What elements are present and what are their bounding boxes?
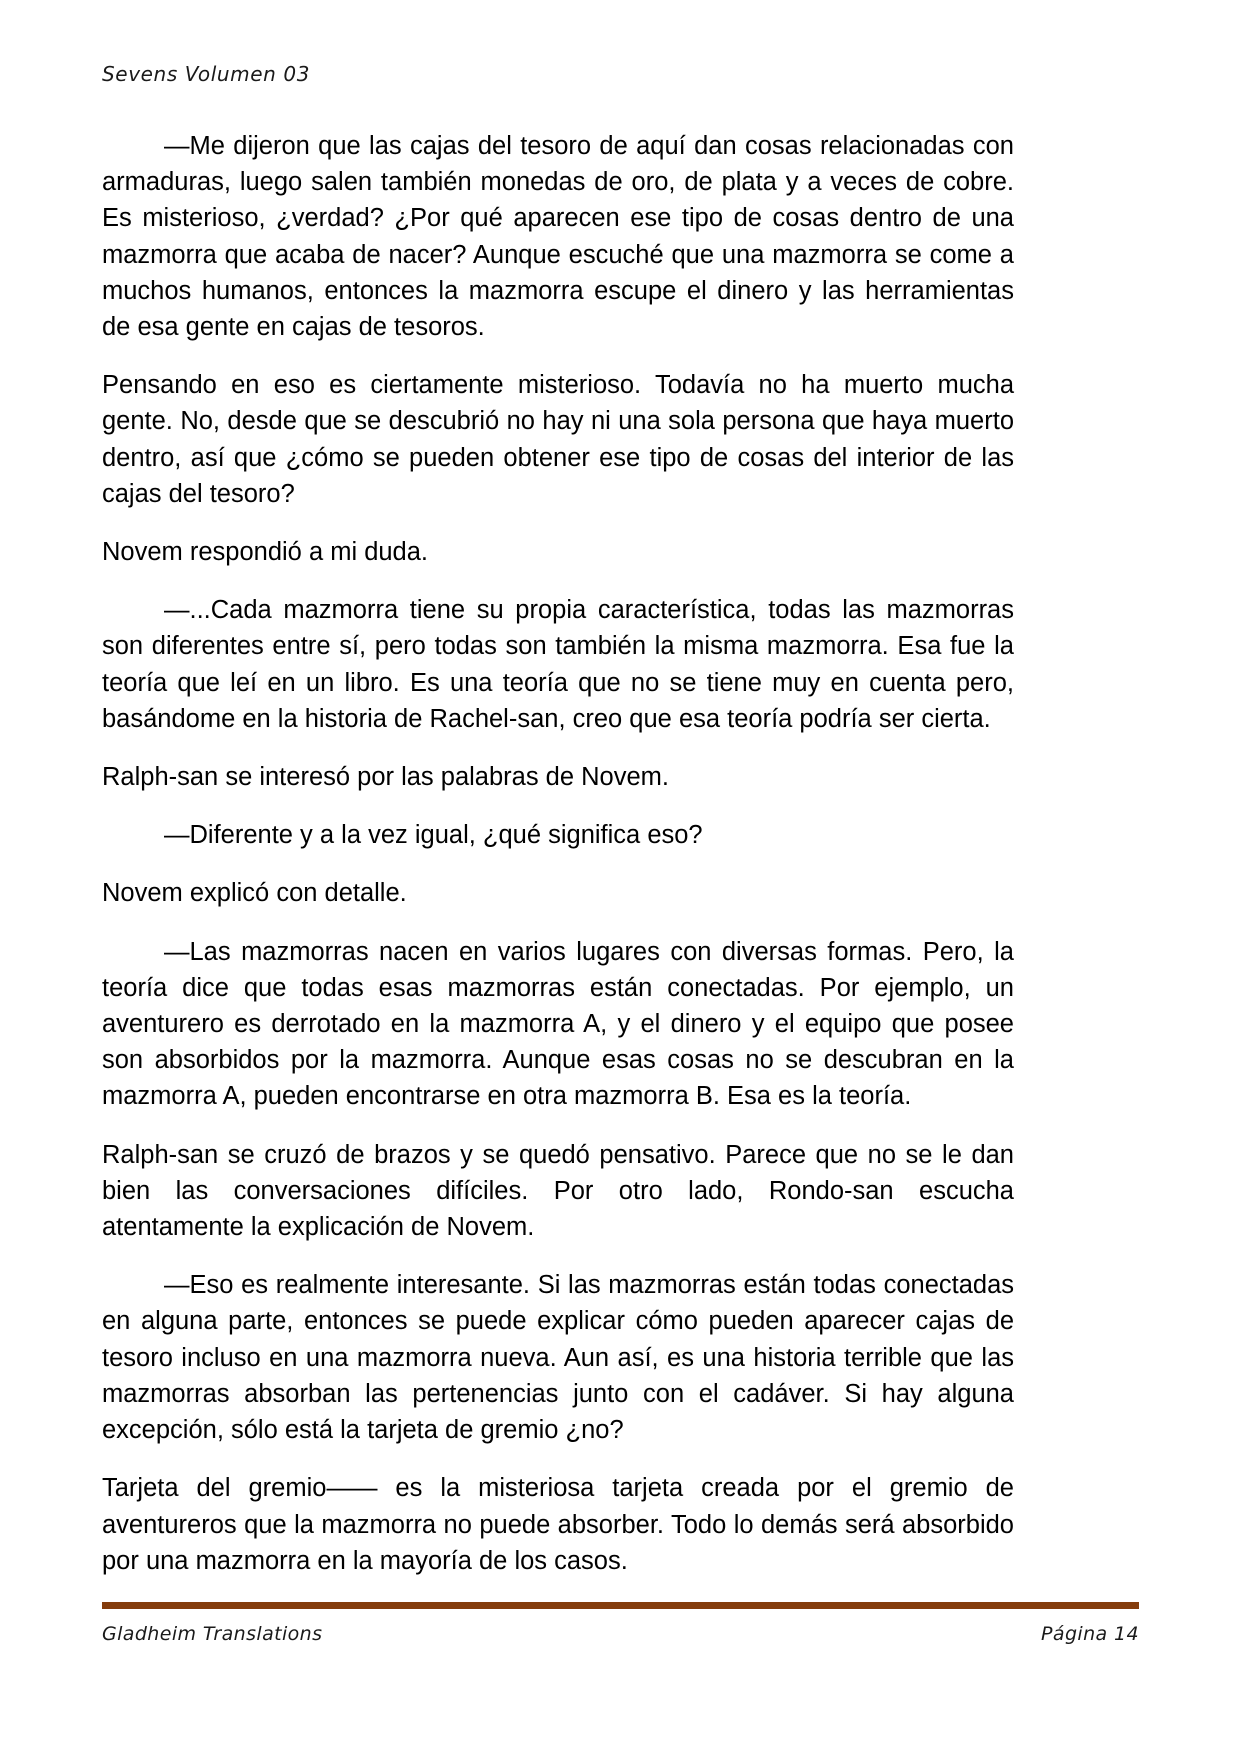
- footer-credit: Gladheim Translations: [102, 1623, 323, 1645]
- page-number: Página 14: [1041, 1623, 1139, 1645]
- body-text: [102, 128, 1014, 1579]
- page-footer: [102, 1602, 1139, 1645]
- page-header: [102, 62, 1139, 96]
- paragraph: Ralph-san se cruzó de brazos y se quedó pensativo. Parece que no se le dan bien las conversaciones difíciles. Por otro lado, Rondo-san escucha atentamente la explicación de Novem.: [102, 1140, 1014, 1242]
- header-title: Sevens Volumen 03: [102, 62, 311, 86]
- paragraph: Novem respondió a mi duda.: [102, 538, 429, 567]
- paragraph: Ralph-san se interesó por las palabras de Novem.: [102, 763, 669, 792]
- footer-divider: [102, 1602, 1139, 1609]
- paragraph: Novem explicó con detalle.: [102, 879, 407, 908]
- paragraph: —...Cada mazmorra tiene su propia característica, todas las mazmorras son diferentes entre sí, pero todas son también la misma mazmorra. Esa fue la teoría que leí en un libro. Es una teoría que no se tiene muy en cuenta pero, basándome en la historia de Rachel-san, creo que esa teoría podría ser cierta.: [102, 596, 1014, 733]
- paragraph: —Eso es realmente interesante. Si las mazmorras están todas conectadas en alguna parte, entonces se puede explicar cómo pueden aparecer cajas de tesoro incluso en una mazmorra nueva. Aun así, es una historia terrible que las mazmorras absorban las pertenencias junto con el cadáver. Si hay alguna excepción, sólo está la tarjeta de gremio ¿no?: [102, 1271, 1014, 1445]
- paragraph: —Diferente y a la vez igual, ¿qué significa eso?: [164, 821, 703, 850]
- paragraph: Pensando en eso es ciertamente misterioso. Todavía no ha muerto mucha gente. No, desde que se descubrió no hay ni una sola persona que haya muerto dentro, así que ¿cómo se pueden obtener ese tipo de cosas del interior de las cajas del tesoro?: [102, 371, 1014, 508]
- paragraph: —Las mazmorras nacen en varios lugares con diversas formas. Pero, la teoría dice que todas esas mazmorras están conectadas. Por ejemplo, un aventurero es derrotado en la mazmorra A, y el dinero y el equipo que posee son absorbidos por la mazmorra. Aunque esas cosas no se descubran en la mazmorra A, pueden encontrarse en otra mazmorra B. Esa es la teoría.: [102, 937, 1014, 1111]
- paragraph: —Me dijeron que las cajas del tesoro de aquí dan cosas relacionadas con armaduras, luego salen también monedas de oro, de plata y a veces de cobre. Es misterioso, ¿verdad? ¿Por qué aparecen ese tipo de cosas dentro de una mazmorra que acaba de nacer? Aunque escuché que una mazmorra se come a muchos humanos, entonces la mazmorra escupe el dinero y las herramientas de esa gente en cajas de tesoros.: [102, 132, 1014, 342]
- footer-row: [102, 1623, 1139, 1645]
- paragraph: Tarjeta del gremio—— es la misteriosa tarjeta creada por el gremio de aventureros que la mazmorra no puede absorber. Todo lo demás será absorbido por una mazmorra en la mayoría de los casos.: [102, 1474, 1014, 1575]
